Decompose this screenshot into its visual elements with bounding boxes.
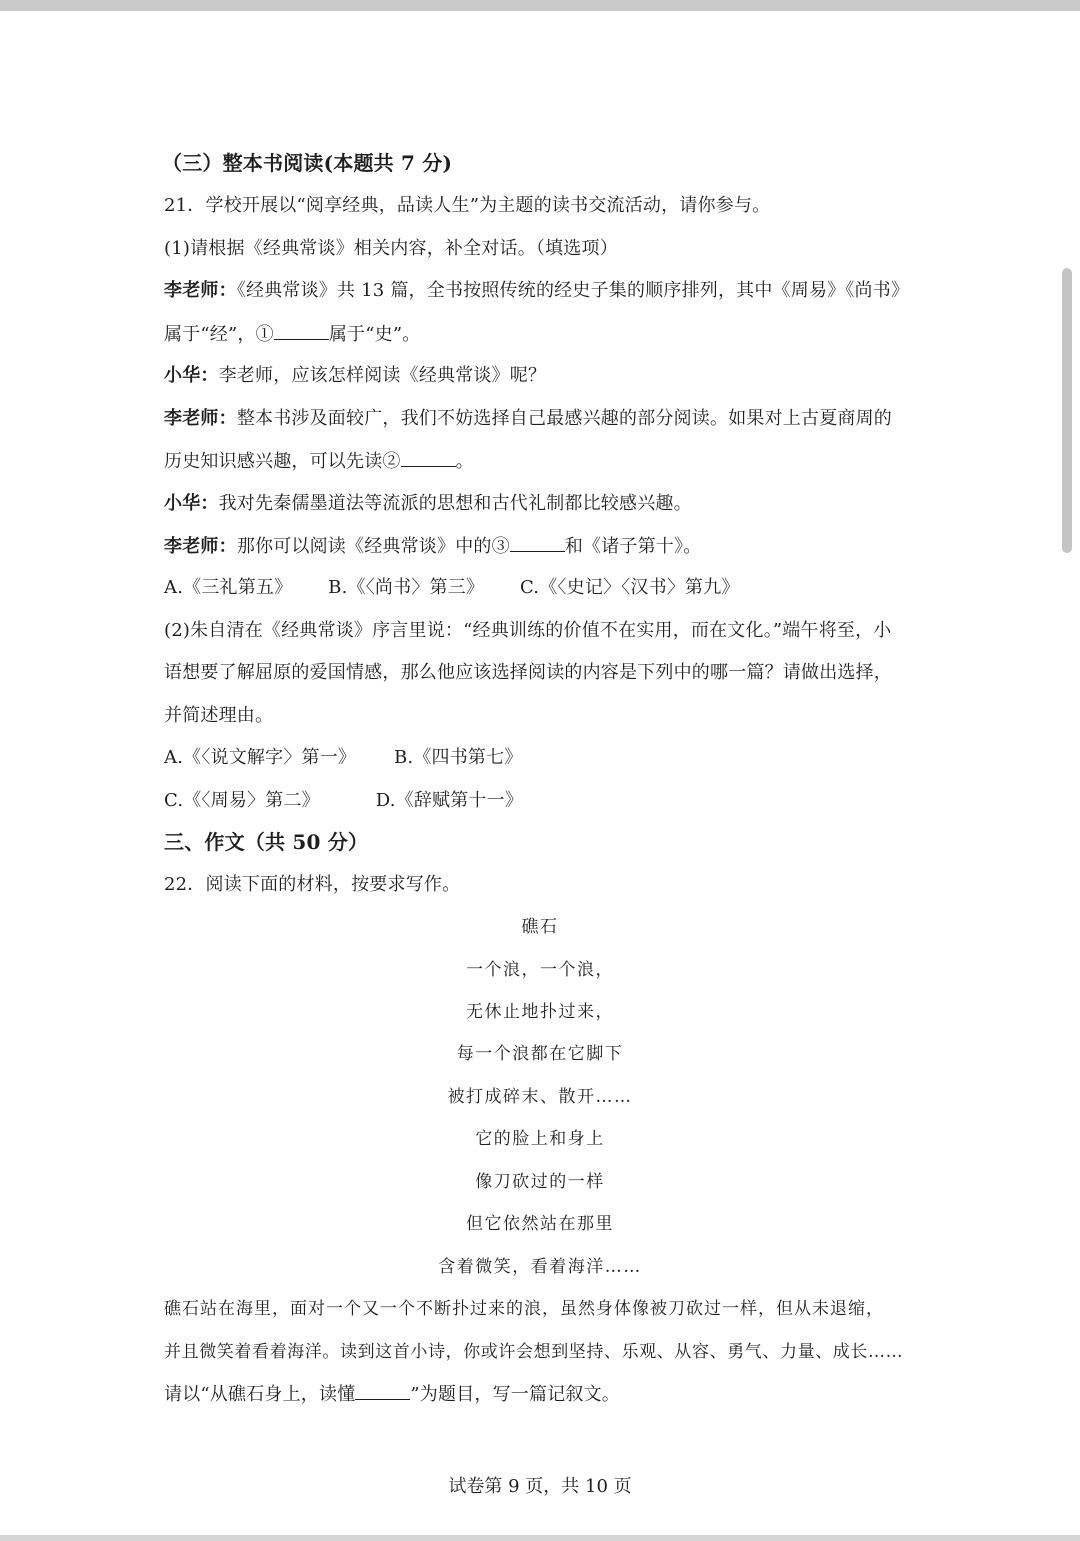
- material-line: 并且微笑着看着海洋。读到这首小诗，你或许会想到坚持、乐观、从容、勇气、力量、成长……: [164, 1342, 904, 1362]
- dialogue-teacher-1: [164, 278, 909, 304]
- option-d: D.《辞赋第十一》: [375, 790, 524, 811]
- poem-line: 但它依然站在那里: [466, 1214, 614, 1234]
- prompt-text: 请以“从礁石身上，读懂: [164, 1384, 356, 1405]
- prompt-text: ”为题目，写一篇记叙文。: [410, 1384, 621, 1405]
- dialogue-student-1: [164, 363, 546, 389]
- part2-line: (2)朱自清在《经典常谈》序言里说：“经典训练的价值不在实用，而在文化。”端午将至，小: [164, 620, 892, 641]
- answer-blank-2[interactable]: [401, 448, 456, 467]
- part1-options: [164, 575, 740, 601]
- speaker-student: 小华：: [164, 365, 219, 386]
- poem-line: 像刀砍过的一样: [475, 1172, 605, 1192]
- part2-options-row1: [164, 745, 523, 771]
- dialogue-text: 李老师，应该怎样阅读《经典常谈》呢？: [218, 365, 547, 386]
- part2-line: 并简述理由。: [164, 705, 274, 726]
- dialogue-text: 历史知识感兴趣，可以先读②: [164, 451, 401, 472]
- option-c: C.《〈史记〉〈汉书〉第九》: [519, 577, 740, 598]
- speaker-student: 小华：: [164, 493, 219, 514]
- option-c: C.《〈周易〉第二》: [164, 790, 320, 811]
- title-blank[interactable]: [355, 1381, 410, 1400]
- dialogue-text: 《经典常谈》共 13 篇，全书按照传统的经史子集的顺序排列，其中《周易》《尚书》: [236, 280, 910, 301]
- poem-line: 一个浪，一个浪，: [466, 960, 614, 980]
- part2-line: 语想要了解屈原的爱国情感，那么他应该选择阅读的内容是下列中的哪一篇？请做出选择，: [164, 662, 892, 683]
- speaker-teacher: 李老师：: [164, 536, 237, 557]
- option-a: A.《〈说文解字〉第一》: [164, 747, 357, 768]
- composition-prompt: [164, 1381, 620, 1408]
- answer-blank-3[interactable]: [510, 533, 565, 552]
- dialogue-teacher-2-cont: [164, 448, 474, 475]
- poem-line: 含着微笑，看着海洋……: [438, 1257, 642, 1277]
- part1-intro: (1)请根据《经典常谈》相关内容，补全对话。（填选项）: [164, 238, 618, 259]
- part2-options-row2: [164, 788, 523, 814]
- option-a: A.《三礼第五》: [164, 577, 293, 598]
- dialogue-teacher-1-cont: [164, 321, 420, 348]
- option-b: B.《〈尚书〉第三》: [328, 577, 485, 598]
- dialogue-text: 。: [455, 451, 474, 472]
- poem-line: 被打成碎末、散开……: [447, 1087, 633, 1107]
- scrollbar[interactable]: [1062, 268, 1072, 553]
- speaker-teacher: 李老师：: [164, 280, 237, 301]
- question-21-stem: 21．学校开展以“阅享经典，品读人生”为主题的读书交流活动，请你参与。: [164, 195, 771, 216]
- page-footer: 试卷第 9 页，共 10 页: [448, 1476, 632, 1497]
- option-b: B.《四书第七》: [393, 747, 523, 768]
- poem-line: 每一个浪都在它脚下: [456, 1044, 624, 1064]
- dialogue-teacher-3: [164, 533, 701, 560]
- top-border: [0, 0, 1080, 11]
- answer-blank-1[interactable]: [274, 321, 329, 340]
- dialogue-text: 我对先秦儒墨道法等流派的思想和古代礼制都比较感兴趣。: [218, 493, 692, 514]
- speaker-teacher: 李老师：: [164, 408, 237, 429]
- composition-heading: 三、作文（共 50 分）: [164, 830, 369, 854]
- dialogue-text: 属于“经”，①: [164, 324, 274, 345]
- material-line: 礁石站在海里，面对一个又一个不断扑过来的浪，虽然身体像被刀砍过一样，但从未退缩，: [164, 1299, 884, 1319]
- section-heading: （三）整本书阅读(本题共 7 分): [162, 151, 453, 175]
- poem-title: 礁石: [521, 917, 559, 937]
- poem-line: 无休止地扑过来，: [466, 1002, 614, 1022]
- dialogue-text: 那你可以阅读《经典常谈》中的③: [236, 536, 510, 557]
- dialogue-student-2: [164, 491, 692, 517]
- dialogue-teacher-2: [164, 406, 892, 432]
- dialogue-text: 和《诸子第十》。: [564, 536, 702, 557]
- dialogue-text: 属于“史”。: [328, 324, 421, 345]
- question-22-stem: 22．阅读下面的材料，按要求写作。: [164, 874, 461, 895]
- poem-line: 它的脸上和身上: [475, 1129, 605, 1149]
- dialogue-text: 整本书涉及面较广，我们不妨选择自己最感兴趣的部分阅读。如果对上古夏商周的: [236, 408, 893, 429]
